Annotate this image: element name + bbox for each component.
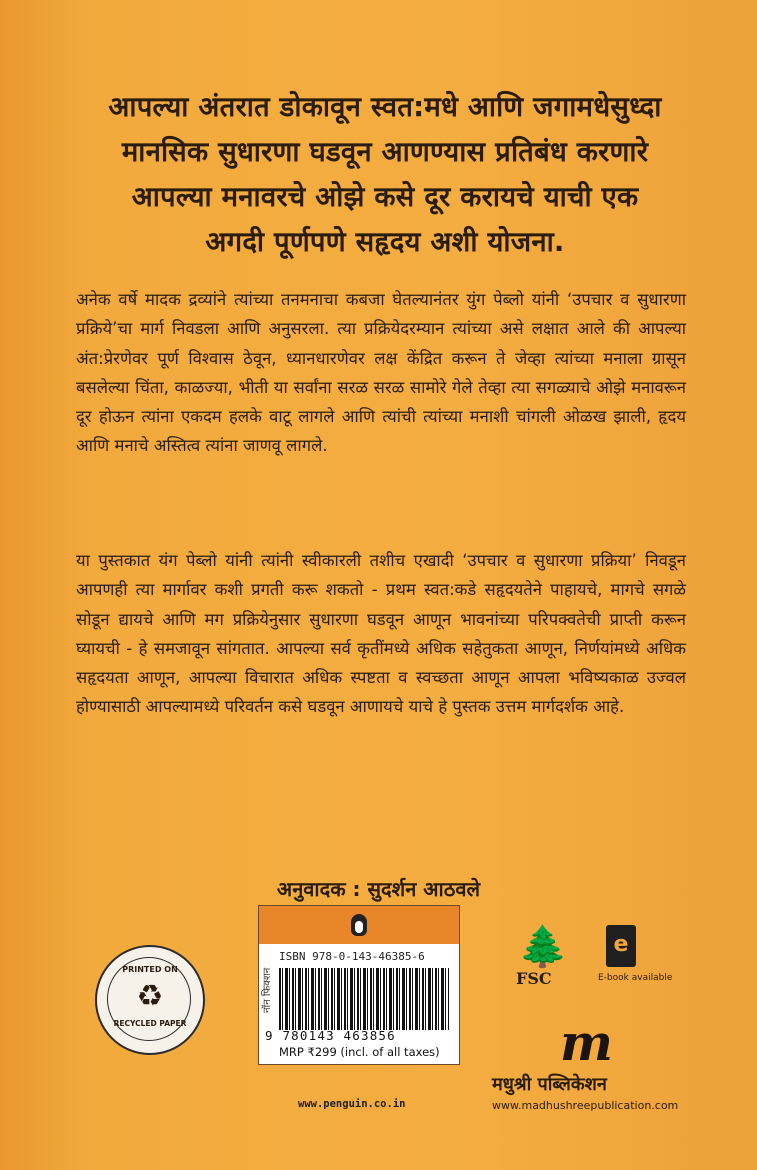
- badge-bottom-text: RECYCLED PAPER: [113, 1019, 187, 1028]
- isbn-text: ISBN 978-0-143-46385-6: [279, 950, 425, 963]
- blurb-line-1: आपल्या अंतरात डोकावून स्वत:मधे आणि जगामधेसुध्दा: [108, 91, 662, 123]
- penguin-website: www.penguin.co.in: [298, 1098, 406, 1110]
- price-label: MRP ₹299 (incl. of all taxes): [279, 1045, 440, 1059]
- description-paragraph-1: अनेक वर्षे मादक द्रव्यांने त्यांच्या तनमनाचा कबजा घेतल्यानंतर युंग पेब्लो यांनी ‘उपचार व सुधारणा प्रक्रिये’चा मार्ग निवडला आणि अनुसरला. त्या प्रक्रियेदरम्यान त्यांच्या असे लक्षात आले की आपल्या अंत:प्रेरणेवर पूर्ण विश्वास ठेवून, ध्यानधारणेवर लक्ष केंद्रित करून ते जेव्हा त्यांच्या मनाला ग्रासून बसलेल्या चिंता, काळज्या, भीती या सर्वांना सरळ सरळ सामोरे गेले तेव्हा त्या सगळ्याचे ओझे मनावरून दूर होऊन त्यांना एकदम हलके वाटू लागले आणि त्यांची त्यांच्या मनाशी चांगली ओळख झाली, हृदय आणि मनाचे अस्तित्व त्यांना जाणवू लागले.: [76, 290, 686, 456]
- description-paragraph-2: या पुस्तकात यंग पेब्लो यांनी त्यांनी स्वीकारली तशीच एखादी ‘उपचार व सुधारणा प्रक्रिया’ निवडून आपणही त्या मार्गावर कशी प्रगती करू शकतो - प्रथम स्वत:कडे सहृदयतेने पाहायचे, मागचे सगळे सोडून द्यायचे आणि मग प्रक्रियेनुसार सुधारणा घडवून आणून भावनांच्या परिपक्वतेची प्राप्ती करून घ्यायची - हे समजावून सांगतात. आपल्या सर्व कृतींमध्ये अधिक सहेतुकता आणून, निर्णयांमध्ये अधिक सहृदयता आणून, आपल्या विचारात अधिक स्पष्टता व स्वच्छता आणून आपला भविष्यकाळ उज्वल होण्यासाठी आपल्यामध्ये परिवर्तन कसे घडवून आणायचे याचे हे पुस्तक उत्तम मार्गदर्शक आहे.: [76, 551, 686, 717]
- publisher-logo-icon: m: [560, 1013, 613, 1072]
- badge-top-text: PRINTED ON: [122, 965, 178, 974]
- recycled-paper-badge: [95, 945, 205, 1055]
- blurb-line-2: मानसिक सुधारणा घडवून आणण्यास प्रतिबंध करणारे: [121, 136, 649, 168]
- barcode-header: [259, 906, 459, 944]
- publisher-website: www.madhushreepublication.com: [492, 1099, 679, 1112]
- barcode-icon: [279, 968, 449, 1030]
- translator-credit: अनुवादक : सुदर्शन आठवले: [276, 877, 481, 901]
- blurb: [60, 85, 710, 265]
- publisher-name: मधुश्री पब्लिकेशन: [492, 1074, 607, 1095]
- ebook-icon: e: [606, 925, 636, 967]
- fsc-logo: [508, 925, 578, 995]
- recycle-icon: ♻: [136, 979, 164, 1014]
- barcode-panel: [258, 905, 460, 1065]
- fsc-label: FSC: [516, 969, 552, 988]
- fsc-tree-icon: 🌲: [518, 924, 568, 970]
- barcode-digits: 9 780143 463856: [265, 1028, 396, 1043]
- category-label: नॉन फिक्शन: [262, 967, 273, 1013]
- ebook-badge: [598, 925, 673, 995]
- ebook-label: E-book available: [598, 973, 673, 983]
- penguin-logo-icon: [351, 914, 367, 936]
- blurb-line-4: अगदी पूर्णपणे सहृदय अशी योजना.: [205, 226, 565, 258]
- blurb-line-3: आपल्या मनावरचे ओझे कसे दूर करायचे याची एक: [131, 181, 639, 213]
